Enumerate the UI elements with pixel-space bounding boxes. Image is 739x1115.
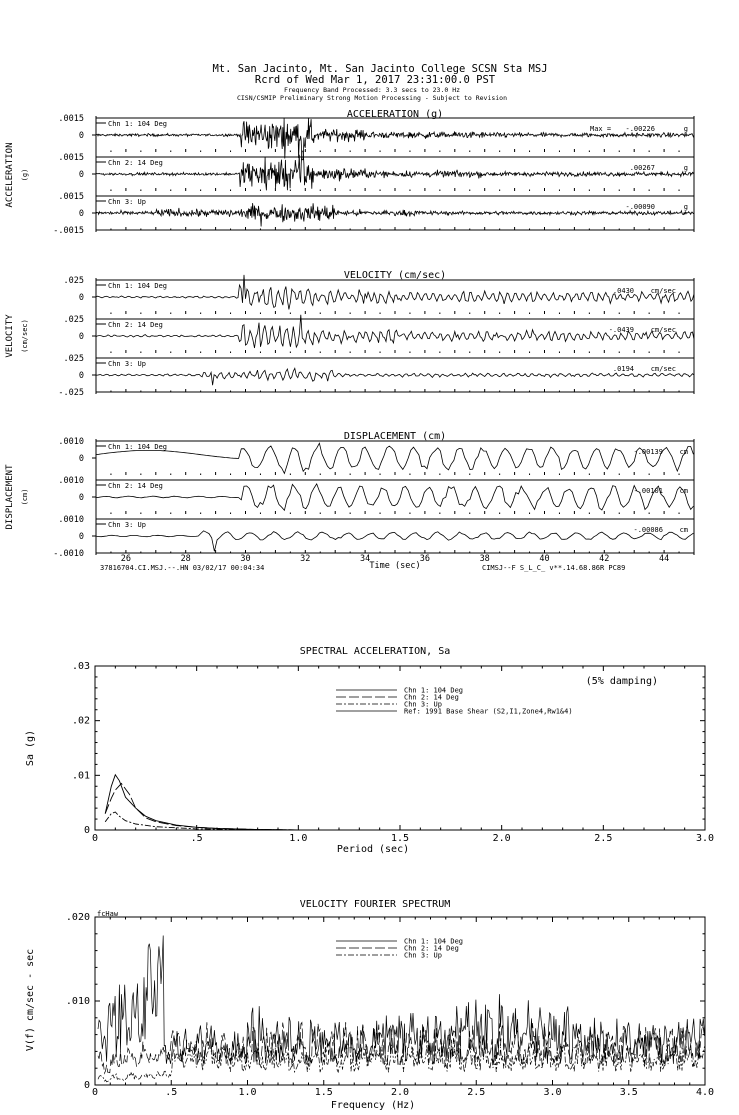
header-line4: CISN/CSMIP Preliminary Strong Motion Processing - Subject to Revision — [236, 94, 508, 102]
disp-panel — [53, 437, 694, 559]
sa-frame — [95, 666, 705, 830]
acc-ytick-zero: 0 — [78, 170, 84, 180]
vel-ylabel: VELOCITY — [5, 314, 15, 358]
disp-max-unit: cm — [679, 448, 688, 456]
acc-max-value: .00267 — [629, 164, 655, 172]
disp-xtick-label: 32 — [300, 554, 311, 564]
footer-right: CIMSJ--F S_L_C_ v**.14.68.86R PC89 — [482, 564, 626, 572]
acc-channel-label: Chn 2: 14 Deg — [108, 159, 163, 167]
fs-xtick-label: 2.5 — [467, 1087, 486, 1098]
sa-xtick-label: .5 — [190, 833, 203, 844]
acc-ytick-top: .0015 — [58, 192, 84, 202]
disp-max-value: -.00086 — [633, 526, 663, 534]
fs-ytick-label: 0 — [83, 1080, 90, 1091]
disp-xtick-label: 26 — [120, 554, 132, 564]
sa-legend-label: Chn 3: Up — [404, 700, 442, 709]
acc-ytick-top: .0015 — [58, 114, 84, 124]
acc-max-value: -.00226 — [625, 125, 655, 133]
sa-xtick-label: 1.5 — [390, 833, 410, 844]
disp-ylabel: DISPLACEMENT — [5, 464, 15, 530]
disp-xtick-label: 38 — [479, 554, 490, 564]
sa-legend-label: Chn 2: 14 Deg — [404, 693, 459, 702]
sa-ylabel: Sa (g) — [25, 729, 36, 767]
fs-xtick-label: 3.5 — [619, 1087, 638, 1098]
sa-ytick-label: .03 — [71, 661, 90, 672]
fs-xtick-label: 3.0 — [543, 1087, 562, 1098]
disp-channel-label: Chn 2: 14 Deg — [108, 482, 163, 490]
sa-ytick-label: .01 — [71, 770, 90, 782]
sa-ytick-label: 0 — [83, 825, 90, 836]
sa-xtick-label: 2.0 — [492, 833, 511, 844]
disp-ytick-zero: 0 — [78, 454, 84, 464]
vel-ytick-top: .025 — [63, 276, 84, 286]
acc-ylabel: ACCELERATION — [5, 142, 15, 208]
vel-ytick-bottom: -.025 — [58, 388, 84, 398]
disp-trace-ch1 — [96, 443, 693, 473]
acc-max-unit: g — [683, 125, 688, 133]
fs-ylabel: V(f) cm/sec - sec — [25, 948, 36, 1052]
fs-ytick-label: .010 — [65, 996, 90, 1007]
vel-title: VELOCITY (cm/sec) — [343, 270, 447, 281]
disp-xtick-label: 30 — [240, 554, 251, 564]
vel-max-value: -.0439 — [608, 326, 634, 334]
sa-ytick-label: .02 — [71, 715, 90, 727]
fs-xtick-label: 1.0 — [238, 1087, 257, 1098]
sa-xtick-label: 2.5 — [594, 833, 613, 844]
fs-xtick-label: 4.0 — [695, 1087, 715, 1098]
vel-max-value: .0194 — [612, 365, 634, 373]
disp-xtick-label: 28 — [180, 554, 191, 564]
acc-max-unit: g — [683, 203, 688, 211]
footer-left: 37816704.CI.MSJ.--.HN 03/02/17 00:04:34 — [100, 564, 265, 572]
vel-max-value: .0430 — [612, 287, 634, 295]
vel-max-unit: cm/sec — [650, 326, 676, 334]
acc-title: ACCELERATION (g) — [346, 109, 444, 120]
vel-ytick-top: .025 — [63, 354, 84, 364]
acc-panel — [53, 114, 694, 236]
disp-xtick-label: 34 — [359, 554, 371, 564]
disp-xlabel: Time (sec) — [369, 561, 421, 571]
sa-legend-label: Ref: 1991 Base Shear (S2,I1,Zone4,Rw1&4) — [404, 707, 573, 716]
fs-chart — [25, 910, 714, 1111]
sa-xtick-label: 3.0 — [695, 833, 715, 844]
acc-max-unit: g — [683, 164, 688, 172]
vel-trace-ch3 — [96, 368, 694, 385]
fs-xtick-label: 2.0 — [390, 1087, 410, 1098]
sa-xlabel: Period (sec) — [336, 844, 410, 855]
disp-xtick-label: 42 — [599, 554, 610, 564]
vel-ytick-zero: 0 — [78, 332, 84, 342]
vel-yunit: (cm/sec) — [21, 319, 29, 353]
fs-xtick-label: 1.5 — [314, 1087, 333, 1098]
vel-ytick-top: .025 — [63, 315, 84, 325]
vel-max-unit: cm/sec — [650, 365, 676, 373]
fs-xtick-label: .5 — [165, 1087, 178, 1098]
fs-xlabel: Frequency (Hz) — [330, 1100, 416, 1111]
sa-title: SPECTRAL ACCELERATION, Sa — [299, 646, 451, 657]
sa-xtick-label: 1.0 — [289, 833, 308, 844]
acc-yunit: (g) — [21, 168, 29, 182]
disp-ytick-top: .0010 — [58, 476, 84, 486]
acc-ytick-zero: 0 — [78, 131, 84, 141]
disp-yunit: (cm) — [21, 488, 29, 506]
disp-title: DISPLACEMENT (cm) — [343, 431, 447, 442]
sa-series-line — [105, 775, 298, 830]
disp-ytick-bottom: -.0010 — [53, 549, 84, 559]
header-line1: Mt. San Jacinto, Mt. San Jacinto College SCSN Sta MSJ — [212, 63, 548, 75]
fs-xtick-label: 0 — [91, 1087, 99, 1098]
disp-max-unit: cm — [679, 526, 688, 534]
fs-legend-label: Chn 2: 14 Deg — [404, 944, 459, 953]
disp-channel-label: Chn 1: 104 Deg — [108, 443, 168, 451]
fs-legend-label: Chn 1: 104 Deg — [404, 937, 464, 946]
acc-channel-label: Chn 1: 104 Deg — [108, 120, 168, 128]
sa-chart — [25, 661, 714, 855]
vel-channel-label: Chn 3: Up — [108, 360, 146, 368]
vel-ytick-zero: 0 — [78, 293, 84, 303]
disp-xtick-label: 36 — [419, 554, 431, 564]
disp-trace-ch3 — [96, 531, 693, 552]
sa-annotation: (5% damping) — [585, 676, 658, 687]
fs-corner-label: fcHaw — [97, 910, 119, 918]
acc-max-prefix: Max = — [590, 125, 612, 133]
disp-channel-label: Chn 3: Up — [108, 521, 146, 529]
disp-ytick-top: .0010 — [58, 515, 84, 525]
vel-max-unit: cm/sec — [650, 287, 676, 295]
disp-max-value: -.00101 — [633, 487, 663, 495]
disp-ytick-zero: 0 — [78, 493, 84, 503]
vel-ytick-zero: 0 — [78, 371, 84, 381]
vel-channel-label: Chn 2: 14 Deg — [108, 321, 163, 329]
acc-ytick-top: .0015 — [58, 153, 84, 163]
vel-channel-label: Chn 1: 104 Deg — [108, 282, 168, 290]
sa-xtick-label: 0 — [91, 833, 99, 844]
disp-ytick-top: .0010 — [58, 437, 84, 447]
disp-trace-ch2 — [96, 484, 693, 510]
disp-max-unit: cm — [679, 487, 688, 495]
disp-max-value: -.00139 — [633, 448, 663, 456]
header-line2: Rcrd of Wed Mar 1, 2017 23:31:00.0 PST — [254, 74, 496, 86]
acc-ytick-bottom: -.0015 — [53, 226, 84, 236]
sa-legend-label: Chn 1: 104 Deg — [404, 686, 464, 695]
fs-ytick-label: .020 — [65, 912, 90, 923]
disp-xtick-label: 40 — [539, 554, 550, 564]
vel-panel — [58, 275, 694, 398]
acc-max-value: -.00090 — [625, 203, 655, 211]
header-line3: Frequency Band Processed: 3.3 secs to 23.0 Hz — [283, 86, 461, 94]
fs-title: VELOCITY FOURIER SPECTRUM — [299, 899, 451, 910]
disp-ytick-zero: 0 — [78, 532, 84, 542]
acc-channel-label: Chn 3: Up — [108, 198, 146, 206]
acc-trace-ch3 — [96, 203, 694, 226]
fs-legend-label: Chn 3: Up — [404, 951, 442, 960]
acc-ytick-zero: 0 — [78, 209, 84, 219]
disp-xtick-label: 44 — [658, 554, 670, 564]
vel-trace-ch2 — [96, 315, 694, 348]
